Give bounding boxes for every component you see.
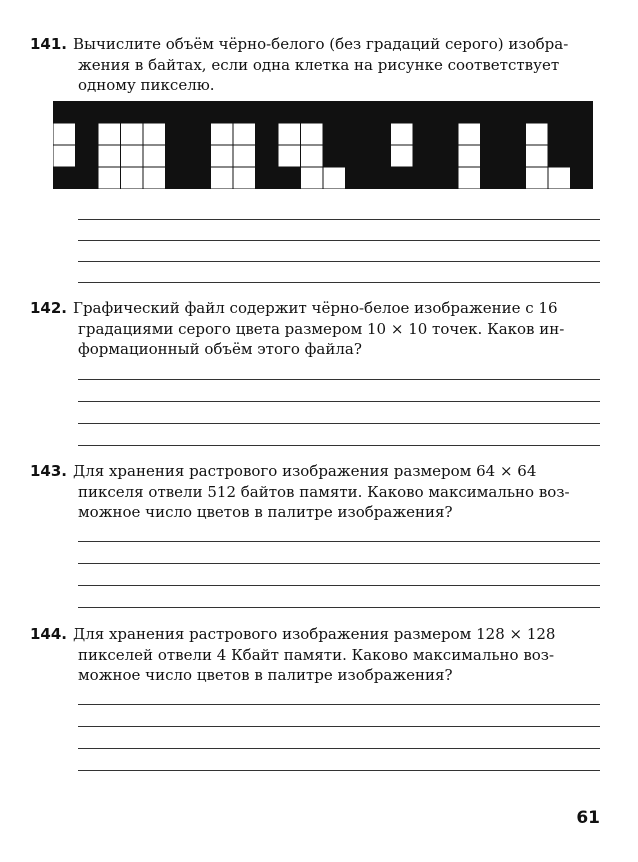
task-143-text: 143. Для хранения растрового изображения размером 64 × 64 пикселя отвели 512 байтов памяти. Каково максимально воз- можное число цветов в палитре изображения? [30, 462, 570, 521]
white-pixel-cell [458, 145, 481, 167]
task-144 [30, 624, 602, 686]
white-pixel-cell [391, 145, 414, 167]
black-pixel-cell [391, 167, 414, 189]
answer-line[interactable] [78, 401, 600, 402]
black-pixel-cell [166, 101, 189, 123]
white-pixel-cell [211, 123, 234, 145]
black-pixel-cell [301, 101, 324, 123]
black-pixel-cell [503, 167, 526, 189]
black-pixel-cell [458, 101, 481, 123]
black-pixel-cell [481, 145, 504, 167]
black-pixel-cell [436, 145, 459, 167]
task-142-text: 142. Графический файл содержит чёрно-белое изображение с 16 градациями серого цвета размером 10 × 10 точек. Каков ин- формационный объём этого файла? [30, 299, 565, 358]
black-pixel-cell [436, 101, 459, 123]
black-pixel-cell [368, 123, 391, 145]
black-pixel-cell [233, 101, 256, 123]
black-pixel-cell [166, 167, 189, 189]
black-pixel-cell [346, 101, 369, 123]
black-pixel-cell [548, 123, 571, 145]
task-142 [30, 298, 602, 360]
black-pixel-cell [571, 101, 594, 123]
black-pixel-cell [188, 123, 211, 145]
task-141 [30, 34, 602, 96]
answer-line[interactable] [78, 704, 600, 705]
black-pixel-cell [76, 101, 99, 123]
answer-line[interactable] [78, 607, 600, 608]
white-pixel-cell [211, 145, 234, 167]
black-pixel-cell [323, 145, 346, 167]
black-pixel-cell [256, 167, 279, 189]
black-pixel-cell [256, 123, 279, 145]
black-pixel-cell [503, 123, 526, 145]
answer-line[interactable] [78, 748, 600, 749]
black-pixel-cell [503, 101, 526, 123]
answer-line[interactable] [78, 282, 600, 283]
black-pixel-cell [481, 167, 504, 189]
black-pixel-cell [76, 145, 99, 167]
answer-line[interactable] [78, 563, 600, 564]
white-pixel-cell [53, 123, 76, 145]
black-pixel-cell [436, 167, 459, 189]
white-pixel-cell [458, 123, 481, 145]
white-pixel-cell [53, 145, 76, 167]
answer-line[interactable] [78, 240, 600, 241]
black-pixel-cell [278, 101, 301, 123]
black-pixel-cell [436, 123, 459, 145]
white-pixel-cell [233, 167, 256, 189]
black-pixel-cell [323, 123, 346, 145]
black-pixel-cell [526, 101, 549, 123]
black-pixel-cell [413, 167, 436, 189]
black-pixel-cell [413, 123, 436, 145]
white-pixel-cell [121, 167, 144, 189]
answer-line[interactable] [78, 219, 600, 220]
white-pixel-cell [458, 167, 481, 189]
black-pixel-cell [571, 123, 594, 145]
white-pixel-cell [121, 145, 144, 167]
black-pixel-cell [323, 101, 346, 123]
black-pixel-cell [368, 145, 391, 167]
white-pixel-cell [233, 145, 256, 167]
black-pixel-cell [76, 167, 99, 189]
black-pixel-cell [413, 145, 436, 167]
white-pixel-cell [121, 123, 144, 145]
white-pixel-cell [211, 167, 234, 189]
answer-line[interactable] [78, 770, 600, 771]
black-pixel-cell [368, 101, 391, 123]
black-pixel-cell [368, 167, 391, 189]
black-pixel-cell [548, 101, 571, 123]
black-pixel-cell [53, 101, 76, 123]
black-pixel-cell [571, 145, 594, 167]
black-pixel-cell [481, 101, 504, 123]
pixel-grid-figure [53, 101, 593, 189]
white-pixel-cell [278, 145, 301, 167]
task-number: 141. [30, 35, 68, 53]
white-pixel-cell [98, 167, 121, 189]
black-pixel-cell [166, 123, 189, 145]
white-pixel-cell [301, 145, 324, 167]
black-pixel-cell [211, 101, 234, 123]
answer-line[interactable] [78, 261, 600, 262]
answer-line[interactable] [78, 445, 600, 446]
answer-line[interactable] [78, 585, 600, 586]
white-pixel-cell [98, 123, 121, 145]
black-pixel-cell [53, 167, 76, 189]
task-number: 142. [30, 299, 68, 317]
black-pixel-cell [143, 101, 166, 123]
white-pixel-cell [548, 167, 571, 189]
black-pixel-cell [188, 101, 211, 123]
black-pixel-cell [121, 101, 144, 123]
answer-line[interactable] [78, 541, 600, 542]
black-pixel-cell [481, 123, 504, 145]
answer-line[interactable] [78, 379, 600, 380]
black-pixel-cell [76, 123, 99, 145]
black-pixel-cell [98, 101, 121, 123]
white-pixel-cell [143, 167, 166, 189]
white-pixel-cell [233, 123, 256, 145]
answer-line[interactable] [78, 726, 600, 727]
task-143 [30, 461, 602, 523]
answer-line[interactable] [78, 423, 600, 424]
black-pixel-cell [571, 167, 594, 189]
task-number: 144. [30, 625, 68, 643]
task-144-text: 144. Для хранения растрового изображения размером 128 × 128 пикселей отвели 4 Кбайт памяти. Каково максимально воз- можное число цветов в палитре изображения? [30, 625, 556, 684]
black-pixel-cell [166, 145, 189, 167]
black-pixel-cell [188, 167, 211, 189]
white-pixel-cell [301, 167, 324, 189]
white-pixel-cell [526, 145, 549, 167]
white-pixel-cell [143, 145, 166, 167]
white-pixel-cell [143, 123, 166, 145]
black-pixel-cell [391, 101, 414, 123]
task-141-text: 141. Вычислите объём чёрно-белого (без градаций серого) изобра- жения в байтах, если одна клетка на рисунке соответствует одному пикселю. [30, 35, 569, 94]
black-pixel-cell [278, 167, 301, 189]
page-number: 61 [576, 808, 600, 828]
black-pixel-cell [346, 123, 369, 145]
white-pixel-cell [526, 123, 549, 145]
white-pixel-cell [98, 145, 121, 167]
white-pixel-cell [323, 167, 346, 189]
black-pixel-cell [503, 145, 526, 167]
black-pixel-cell [256, 145, 279, 167]
black-pixel-cell [413, 101, 436, 123]
task-number: 143. [30, 462, 68, 480]
black-pixel-cell [346, 145, 369, 167]
black-pixel-cell [346, 167, 369, 189]
white-pixel-cell [526, 167, 549, 189]
black-pixel-cell [548, 145, 571, 167]
white-pixel-cell [391, 123, 414, 145]
black-pixel-cell [256, 101, 279, 123]
white-pixel-cell [301, 123, 324, 145]
black-pixel-cell [188, 145, 211, 167]
white-pixel-cell [278, 123, 301, 145]
